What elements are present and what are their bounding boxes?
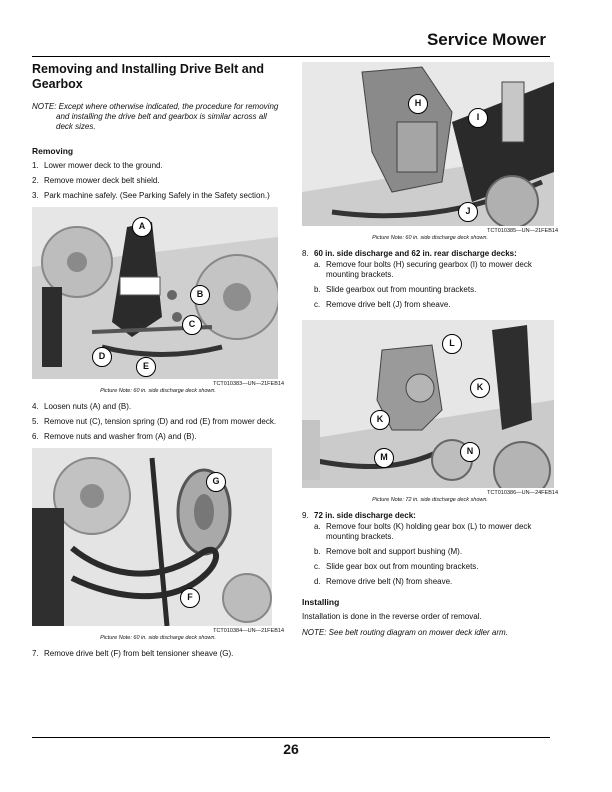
figure-gearbox-60-illustration bbox=[302, 62, 554, 226]
figure-id: TCT010386—UN—24FEB14 bbox=[487, 490, 558, 496]
list-item: b. Remove bolt and support bushing (M). bbox=[314, 547, 463, 556]
figure-belt-sheave bbox=[32, 448, 272, 626]
callout-j: J bbox=[458, 202, 478, 222]
list-item: a. Remove four bolts (H) securing gearbox (I) to mower deck mounting brackets. bbox=[314, 260, 532, 279]
list-item: 2. Remove mower deck belt shield. bbox=[32, 176, 160, 185]
figure-tensioner bbox=[32, 207, 278, 379]
callout-l: L bbox=[442, 334, 462, 354]
figure-caption: Picture Note: 60 in. side discharge deck shown. bbox=[100, 388, 216, 394]
figure-gearbox-72-illustration bbox=[302, 320, 554, 488]
list-item: c. Remove drive belt (J) from sheave. bbox=[314, 300, 451, 309]
steps-list-c bbox=[32, 649, 284, 659]
installing-note: NOTE: See belt routing diagram on mower deck idler arm. bbox=[302, 628, 508, 637]
steps-list-d bbox=[302, 249, 558, 315]
callout-k-right: K bbox=[470, 378, 490, 398]
steps-list-a bbox=[32, 161, 284, 201]
figure-gearbox-72 bbox=[302, 320, 554, 488]
steps-list-b bbox=[32, 402, 284, 442]
list-item: c. Slide gear box out from mounting brackets. bbox=[314, 562, 479, 571]
callout-b: B bbox=[190, 285, 210, 305]
list-item: 3. Park machine safely. (See Parking Safely in the Safety section.) bbox=[32, 191, 270, 200]
callout-h: H bbox=[408, 94, 428, 114]
list-item: 9. 72 in. side discharge deck: a. Remove four bolts (K) holding gear box (L) to mower deck mounting brackets. b. Remove bolt and support bushing (M). c. Slide gear box out from mounting brackets. d. Remove drive belt (N) from sheave. bbox=[302, 511, 558, 592]
list-item: 1. Lower mower deck to the ground. bbox=[32, 161, 163, 170]
figure-id: TCT010384—UN—21FEB14 bbox=[213, 628, 284, 634]
intro-note-line1: NOTE: Except where otherwise indicated, the procedure for removing bbox=[32, 102, 279, 111]
callout-g: G bbox=[206, 472, 226, 492]
page-footer bbox=[32, 737, 550, 759]
list-item: 6. Remove nuts and washer from (A) and (B). bbox=[32, 432, 197, 441]
figure-caption: Picture Note: 72 in. side discharge deck shown. bbox=[372, 497, 488, 503]
list-item: 8. 60 in. side discharge and 62 in. rear discharge decks: a. Remove four bolts (H) securing gearbox (I) to mower deck mounting brackets. b. Slide gearbox out from mounting brackets. c. Remove drive belt (J) from sheave. bbox=[302, 249, 558, 315]
figure-tensioner-illustration bbox=[32, 207, 278, 379]
intro-note-line2: and installing the drive belt and gearbox is similar across all bbox=[56, 112, 267, 121]
callout-f: F bbox=[180, 588, 200, 608]
installing-text: Installation is done in the reverse order of removal. bbox=[302, 612, 482, 621]
left-column bbox=[32, 62, 284, 664]
intro-note-line3: deck sizes. bbox=[56, 122, 96, 131]
figure-id: TCT010383—UN—21FEB14 bbox=[213, 381, 284, 387]
figure-caption: Picture Note: 60 in. side discharge deck shown. bbox=[100, 635, 216, 641]
page-number: 26 bbox=[283, 741, 299, 757]
steps-list-e bbox=[302, 511, 558, 592]
callout-a: A bbox=[132, 217, 152, 237]
list-item: 5. Remove nut (C), tension spring (D) and rod (E) from mower deck. bbox=[32, 417, 277, 426]
figure-id: TCT010385—UN—21FEB14 bbox=[487, 228, 558, 234]
installing-heading: Installing bbox=[302, 597, 340, 607]
page-title: Service Mower bbox=[426, 30, 546, 49]
section-title: Removing and Installing Drive Belt and Gearbox bbox=[32, 62, 264, 91]
callout-c: C bbox=[182, 315, 202, 335]
figure-gearbox-60 bbox=[302, 62, 554, 226]
intro-note bbox=[32, 102, 284, 132]
list-item: d. Remove drive belt (N) from sheave. bbox=[314, 577, 453, 586]
callout-m: M bbox=[374, 448, 394, 468]
removing-heading: Removing bbox=[32, 146, 74, 156]
list-item: b. Slide gearbox out from mounting brackets. bbox=[314, 285, 477, 294]
right-column bbox=[302, 62, 558, 638]
page-header bbox=[32, 30, 550, 57]
list-item: a. Remove four bolts (K) holding gear box (L) to mower deck mounting brackets. bbox=[314, 522, 532, 541]
figure-caption: Picture Note: 60 in. side discharge deck shown. bbox=[372, 235, 488, 241]
callout-i: I bbox=[468, 108, 488, 128]
callout-e: E bbox=[136, 357, 156, 377]
callout-n: N bbox=[460, 442, 480, 462]
callout-k-left: K bbox=[370, 410, 390, 430]
list-item: 4. Loosen nuts (A) and (B). bbox=[32, 402, 132, 411]
list-item: 7. Remove drive belt (F) from belt tensioner sheave (G). bbox=[32, 649, 234, 658]
callout-d: D bbox=[92, 347, 112, 367]
figure-belt-sheave-illustration bbox=[32, 448, 272, 626]
